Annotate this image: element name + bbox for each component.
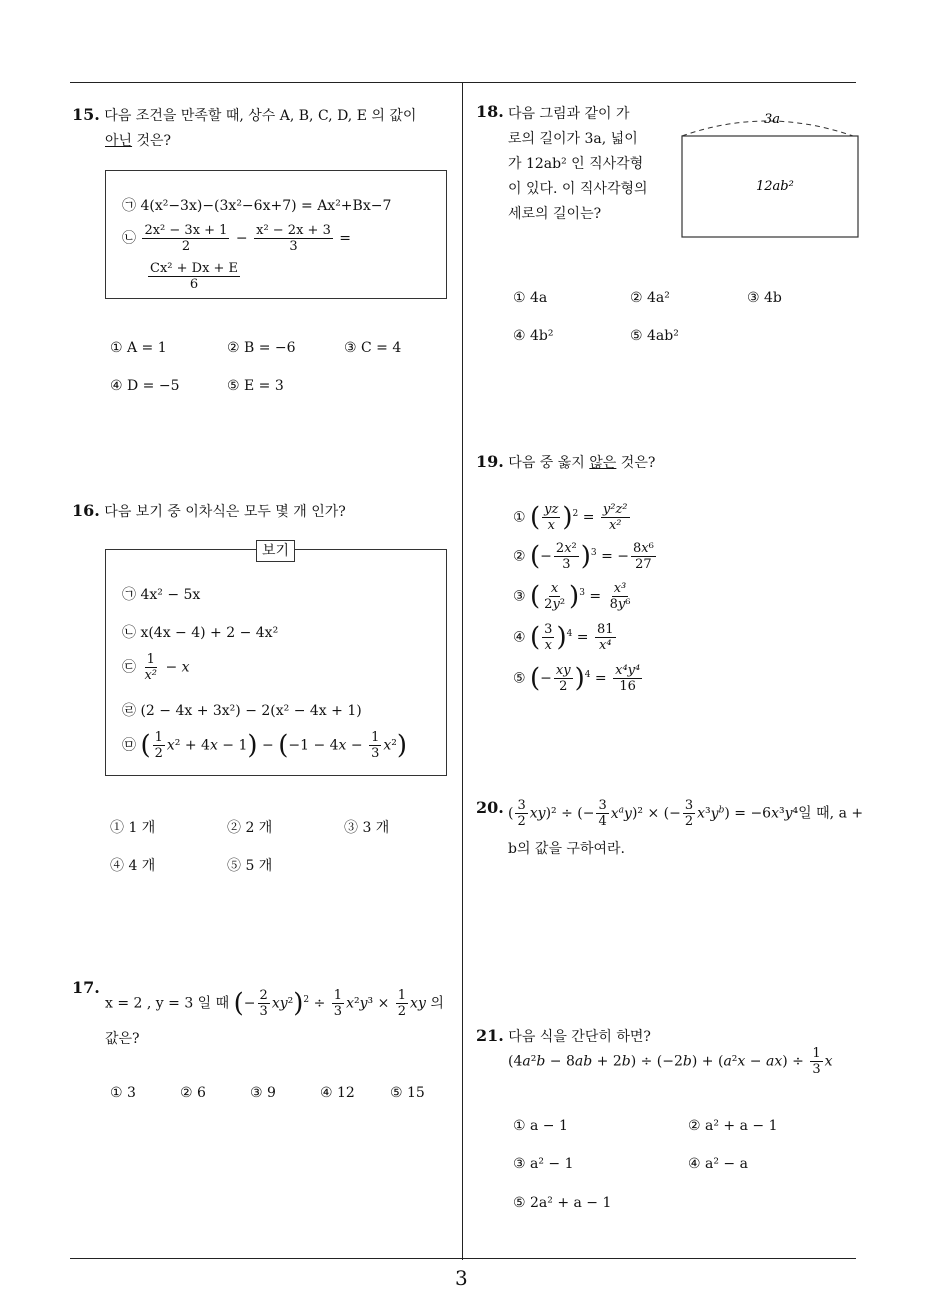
question-16-text: 다음 보기 중 이차식은 모두 몇 개 인가? bbox=[104, 504, 346, 520]
condition-box bbox=[105, 170, 447, 299]
question-21-text: 다음 식을 간단히 하면? bbox=[508, 1029, 651, 1045]
q19-option-4[interactable]: ④ ( $\frac{3}{x}$ )$^4$ = $\frac{81}{\text{x⁴}}$ bbox=[513, 622, 614, 653]
q21-option-2[interactable]: ② a² + a − 1 bbox=[688, 1118, 778, 1134]
bogi-label: 보기 bbox=[256, 540, 295, 562]
q21-option-3[interactable]: ③ a² − 1 bbox=[513, 1156, 574, 1172]
q15-option-1[interactable]: ① A = 1 bbox=[110, 340, 167, 356]
bottom-rule bbox=[70, 1258, 856, 1259]
fraction-c: $\frac{\text{Cx² + Dx + E}}{6}$ bbox=[150, 261, 239, 292]
question-17-number: 17. bbox=[72, 978, 100, 997]
question-15-text-end: 것은? bbox=[132, 133, 172, 149]
condition-2-label: ㉡ bbox=[122, 230, 136, 247]
question-15 bbox=[72, 102, 457, 154]
bogi-item-2: ㉡ x(4x − 4) + 2 − 4x² bbox=[122, 625, 279, 641]
question-15-underlined: 아닌 bbox=[105, 133, 133, 149]
question-16 bbox=[72, 498, 346, 525]
q18-option-4[interactable]: ④ 4b² bbox=[513, 328, 554, 344]
bogi-item-3: ㉢ $\frac{1}{\text{x²}}$ − x bbox=[122, 652, 190, 683]
rectangle-figure bbox=[675, 106, 865, 241]
q19-option-3[interactable]: ③ ( $\frac{x}{\text{2y²}}$ )$^3$ = $\frac{\text{x³}}{\text{8y⁶}}$ bbox=[513, 581, 631, 612]
q17-option-1[interactable]: ① 3 bbox=[110, 1085, 136, 1101]
question-17-expression: x = 2 , y = 3 일 때 (− $\frac{2}{3}$ xy²)$^2$ ÷ $\frac{1}{3}$ x²y³ × $\frac{1}{2}$ xy 의 bbox=[105, 988, 444, 1019]
condition-2-result bbox=[146, 261, 242, 292]
question-20-number: 20. bbox=[476, 798, 504, 817]
column-divider bbox=[462, 82, 463, 1260]
condition-1: ㉠ 4(x²−3x)−(3x²−6x+7) = Ax²+Bx−7 bbox=[122, 198, 392, 214]
question-19-text: 다음 중 옳지 bbox=[508, 455, 590, 471]
q17-option-3[interactable]: ③ 9 bbox=[250, 1085, 276, 1101]
bogi-item-5: ㉤ ( $\frac{1}{2}$ x² + 4x − 1) − (−1 − 4x − $\frac{1}{3}$ x²) bbox=[122, 730, 408, 761]
q18-option-5[interactable]: ⑤ 4ab² bbox=[630, 328, 679, 344]
question-21-expression: (4a²b − 8ab + 2b) ÷ (−2b) + (a²x − ax) ÷ $\frac{1}{3}$ x bbox=[508, 1046, 833, 1077]
q16-option-5[interactable]: ⑤ 5 개 bbox=[227, 858, 273, 874]
q17-option-5[interactable]: ⑤ 15 bbox=[390, 1085, 425, 1101]
question-18-number: 18. bbox=[476, 102, 504, 121]
bogi-box bbox=[105, 549, 447, 776]
question-21-number: 21. bbox=[476, 1026, 504, 1045]
figure-top-label: 3a bbox=[764, 112, 781, 127]
q19-option-5[interactable]: ⑤ (− $\frac{xy}{2}$ )$^4$ = $\frac{\text{x⁴y⁴}}{16}$ bbox=[513, 663, 641, 694]
top-rule bbox=[70, 82, 856, 83]
question-19-number: 19. bbox=[476, 452, 504, 471]
q16-option-2[interactable]: ② 2 개 bbox=[227, 820, 273, 836]
figure-area-label: 12ab² bbox=[756, 179, 794, 194]
q21-option-5[interactable]: ⑤ 2a² + a − 1 bbox=[513, 1195, 612, 1211]
q19-option-1[interactable]: ① ( $\frac{yz}{x}$ )$^2$ = $\frac{\text{y²z²}}{\text{x²}}$ bbox=[513, 502, 628, 533]
q15-option-3[interactable]: ③ C = 4 bbox=[344, 340, 402, 356]
q15-option-2[interactable]: ② B = −6 bbox=[227, 340, 296, 356]
bogi-item-4: ㉣ (2 − 4x + 3x²) − 2(x² − 4x + 1) bbox=[122, 703, 362, 719]
q18-option-3[interactable]: ③ 4b bbox=[747, 290, 782, 306]
question-17-text: 값은? bbox=[105, 1031, 140, 1047]
q18-option-2[interactable]: ② 4a² bbox=[630, 290, 670, 306]
q16-option-4[interactable]: ④ 4 개 bbox=[110, 858, 156, 874]
question-19-underlined: 않은 bbox=[589, 455, 617, 471]
q18-option-1[interactable]: ① 4a bbox=[513, 290, 548, 306]
q16-option-3[interactable]: ③ 3 개 bbox=[344, 820, 390, 836]
fraction-1-over-x2: $\frac{1}{\text{x²}}$ bbox=[144, 652, 157, 683]
fraction-b: $\frac{\text{x² − 2x + 3}}{3}$ bbox=[256, 223, 331, 254]
page-number: 3 bbox=[455, 1266, 468, 1290]
question-16-number: 16. bbox=[72, 501, 100, 520]
q19-option-2[interactable]: ② (− $\frac{\text{2x²}}{3}$ )$^3$ = − $\frac{\text{8x⁶}}{27}$ bbox=[513, 541, 654, 572]
bogi-item-1: ㉠ 4x² − 5x bbox=[122, 587, 201, 603]
question-15-text: 다음 조건을 만족할 때, 상수 A, B, C, D, E 의 값이 bbox=[104, 108, 417, 124]
question-18-text: 다음 그림과 같이 가 로의 길이가 3a, 넓이 가 12ab² 인 직사각형 이 있다. 이 직사각형의 세로의 길이는? bbox=[508, 106, 648, 222]
condition-2: ㉡ $\frac{\text{2x² − 3x + 1}}{2}$ − $\frac{\text{x² − 2x + 3}}{3}$ = bbox=[122, 223, 352, 254]
q21-option-1[interactable]: ① a − 1 bbox=[513, 1118, 568, 1134]
q17-option-2[interactable]: ② 6 bbox=[180, 1085, 206, 1101]
q15-option-5[interactable]: ⑤ E = 3 bbox=[227, 378, 284, 394]
q21-option-4[interactable]: ④ a² − a bbox=[688, 1156, 748, 1172]
fraction-a: $\frac{\text{2x² − 3x + 1}}{2}$ bbox=[144, 223, 228, 254]
q17-option-4[interactable]: ④ 12 bbox=[320, 1085, 355, 1101]
q15-option-4[interactable]: ④ D = −5 bbox=[110, 378, 180, 394]
question-19: 19. 다음 중 옳지 않은 것은? bbox=[476, 452, 656, 471]
question-15-number: 15. bbox=[72, 105, 100, 124]
question-20-expression: ( $\frac{3}{2}$ xy)² ÷ (− $\frac{3}{4}$ $x^ay)^2$ × (− $\frac{3}{2}$ $x^3y^b) = -6x^3y^4$일 때, a + bbox=[508, 798, 864, 829]
question-20-text: b의 값을 구하여라. bbox=[508, 841, 625, 857]
q16-option-1[interactable]: ① 1 개 bbox=[110, 820, 156, 836]
